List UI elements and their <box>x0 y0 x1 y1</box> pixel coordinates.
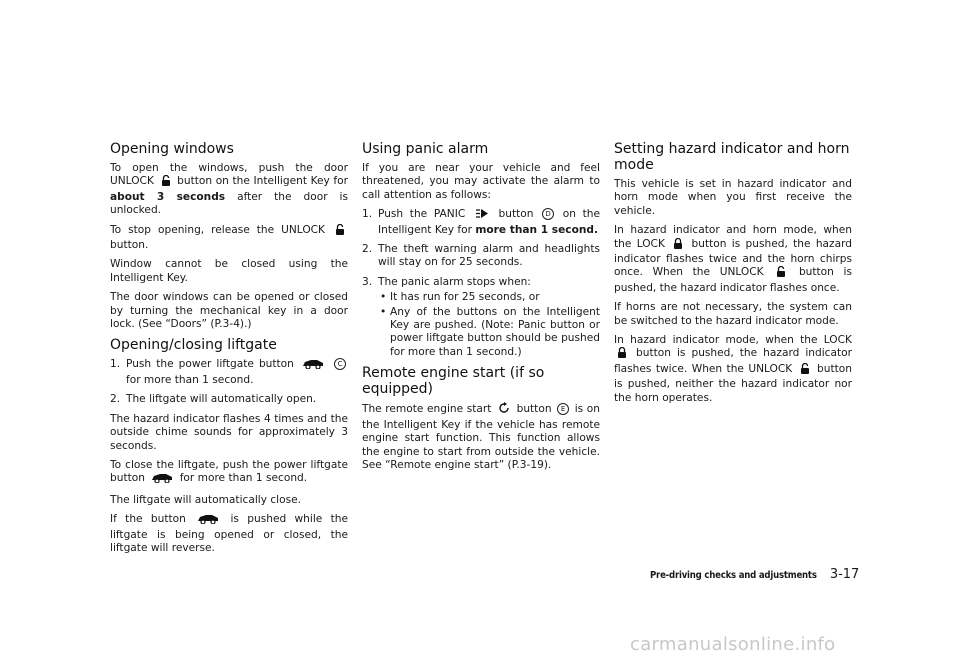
unlock-icon <box>800 363 810 378</box>
heading-opening-closing-liftgate: Opening/closing liftgate <box>110 337 277 354</box>
liftgate-icon <box>151 472 173 487</box>
heading-remote-engine-start: Remote engine start (if so equipped) <box>362 365 545 398</box>
section-label: Pre-driving checks and adjustments <box>650 570 817 581</box>
hazard-paragraph-3: If horns are not necessary, the system can be switched to the hazard indicator mode. <box>614 301 852 327</box>
panic-steps <box>362 208 600 359</box>
list-item: • It has run for 25 seconds, or <box>380 291 540 304</box>
heading-using-panic-alarm: Using panic alarm <box>362 141 489 157</box>
unlock-icon <box>335 224 345 239</box>
panic-stop-conditions <box>378 291 600 359</box>
windows-paragraph-4: The door windows can be opened or closed by turning the mechanical key in a door lock. (See “Doors” (P.3-4).) <box>110 291 348 331</box>
page-number: 3-17 <box>829 567 860 582</box>
hazard-paragraph-1: This vehicle is set in hazard indicator and horn mode when you first receive the vehicle. <box>614 178 852 217</box>
page-footer <box>650 563 860 582</box>
lock-icon <box>617 347 627 362</box>
left-column <box>110 141 348 561</box>
lock-icon <box>673 238 683 253</box>
remote-paragraph: The remote engine start button E is on the Intelligent Key if the vehicle has remote engine start function. This function allows the engine to start from outside the vehicle. See “Remote engine start” (P.3-19). <box>362 403 600 471</box>
unlock-icon <box>776 266 786 281</box>
unlock-icon <box>161 175 171 190</box>
heading-setting-hazard-indicator: Setting hazard indicator and horn mode <box>614 141 850 173</box>
liftgate-icon <box>197 513 219 528</box>
callout-c: C <box>334 358 346 370</box>
liftgate-icon <box>302 358 324 373</box>
heading-opening-windows: Opening windows <box>110 141 234 157</box>
remote-start-icon <box>498 402 510 418</box>
liftgate-paragraph-2: To close the liftgate, push the power liftgate button for more than 1 second. <box>110 459 348 488</box>
liftgate-step-1: 1. Push the power liftgate button C for more than 1 second. <box>110 358 348 387</box>
liftgate-paragraph-4: If the button is pushed while the liftgate is being opened or closed, the liftgate will reverse. <box>110 513 348 554</box>
panic-step-3: 3. The panic alarm stops when: • It has run for 25 seconds, or • Any of the buttons on the Intelligent Key are pushed. (Note: Panic button or power liftgate button should be pushed for more than 1 second.) <box>362 275 600 358</box>
list-item: • Any of the buttons on the Intelligent Key are pushed. (Note: Panic button or power liftgate button should be pushed for more than 1 second.) <box>380 305 600 358</box>
hazard-paragraph-4: In hazard indicator mode, when the LOCK button is pushed, the hazard indicator flashes twice. When the UNLOCK button is pushed, neither the hazard indicator nor the horn operates. <box>614 334 852 404</box>
liftgate-paragraph-3: The liftgate will automatically close. <box>110 493 302 506</box>
windows-paragraph-2: To stop opening, release the UNLOCK button. <box>110 224 348 253</box>
hazard-paragraph-2: In hazard indicator and horn mode, when the LOCK button is pushed, the hazard indicator flashes twice and the horn chirps once. When the UNLOCK button is pushed, the hazard indicator flashes once. <box>614 224 853 294</box>
callout-e: E <box>557 403 569 415</box>
windows-paragraph-3: Window cannot be closed using the Intelligent Key. <box>110 258 348 284</box>
panic-step-1: 1. Push the PANIC button D on the Intelligent Key for more than 1 second. <box>362 208 600 236</box>
windows-paragraph-1: To open the windows, push the door UNLOCK button on the Intelligent Key for about 3 seconds after the door is unlocked. <box>110 162 349 217</box>
right-column <box>614 141 852 411</box>
callout-d: D <box>542 208 554 220</box>
panic-intro: If you are near your vehicle and feel threatened, you may activate the alarm to call attention as follows: <box>362 162 600 201</box>
liftgate-steps <box>110 358 348 406</box>
panic-step-2: 2. The theft warning alarm and headlights will stay on for 25 seconds. <box>362 243 600 269</box>
middle-column <box>362 141 600 478</box>
watermark: carmanualsonline.info <box>630 634 836 655</box>
liftgate-paragraph-1: The hazard indicator flashes 4 times and the outside chime sounds for approximately 3 seconds. <box>110 412 348 452</box>
panic-icon <box>475 208 489 223</box>
liftgate-step-2: 2. The liftgate will automatically open. <box>110 393 317 406</box>
